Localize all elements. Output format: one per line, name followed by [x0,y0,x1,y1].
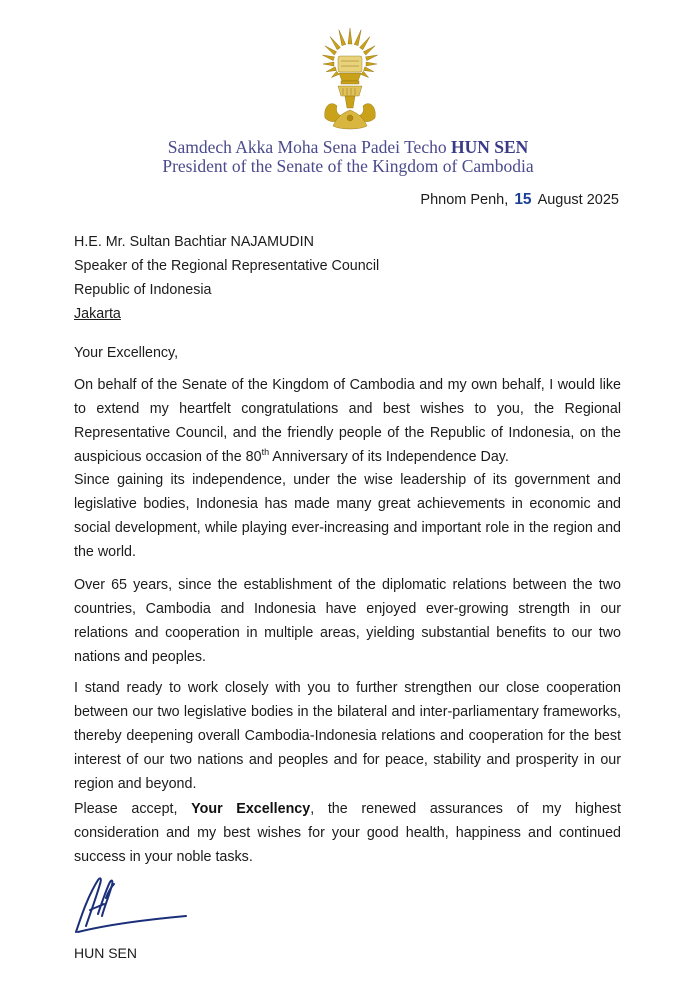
p5-text: Please accept, [74,801,192,817]
signer-name: HUN SEN [74,945,138,961]
recipient-title: Speaker of the Regional Representative Council [74,258,380,274]
recipient-address [74,230,379,326]
date-day: 15 [514,191,532,208]
recipient-country: Republic of Indonesia [74,282,212,298]
handwritten-signature-icon [72,874,192,936]
date-place: Phnom Penh, [420,192,509,208]
letterhead-name: HUN SEN [450,137,529,157]
letterhead-honorific: Samdech Akka Moha Sena Padei Techo [167,137,447,157]
salutation: Your Excellency, [74,345,179,361]
ordinal-suffix: th [261,447,270,458]
paragraph-cooperation: I stand ready to work closely with you to further strengthen our close cooperation between our two legislative bodies in the bilateral and inter-parliamentary frameworks, thereby deepening overall Cambodia-Indonesia relations and cooperation for the best interest of our two nations and peoples and for peace, stability and prosperity in our region and beyond. [74,680,621,792]
paragraph-congratulations [74,373,621,469]
paragraph-achievements: Since gaining its independence, under the wise leadership of its government and legislative bodies, Indonesia has made many great achievements in economic and social development, while playing ever-increasing and important role in the region and the world. [74,472,621,560]
p5-text-end: , the renewed assurances of my highest consideration and my best wishes for your good health, happiness and continued success in your noble tasks. [74,801,621,865]
letterhead-subtitle: President of the Senate of the Kingdom of Cambodia [162,156,534,176]
letter-date [420,191,619,209]
p5-emphasis: Your Excellency [191,801,311,817]
paragraph-closing [74,797,621,869]
paragraph-relations: Over 65 years, since the establishment of the diplomatic relations between the two countries, Cambodia and Indonesia have enjoyed ever-growing strength in our relations and cooperation in multiple areas, yielding substantial benefits to our two nations and peoples. [74,577,621,665]
p1-text: On behalf of the Senate of the Kingdom of Cambodia and my own behalf, I would like to extend my heartfelt congratulations and best wishes to you, the Regional Representative Council, and the friendly people of the Republic of Indonesia, on the auspicious occasion of the 80 [74,377,621,465]
recipient-city: Jakarta [74,306,121,322]
recipient-name: H.E. Mr. Sultan Bachtiar NAJAMUDIN [74,234,314,250]
p1-text-end: Anniversary of its Independence Day. [269,449,509,465]
letterhead-title [0,137,696,158]
royal-emblem-icon [321,26,379,132]
date-month-year: August 2025 [537,192,619,208]
